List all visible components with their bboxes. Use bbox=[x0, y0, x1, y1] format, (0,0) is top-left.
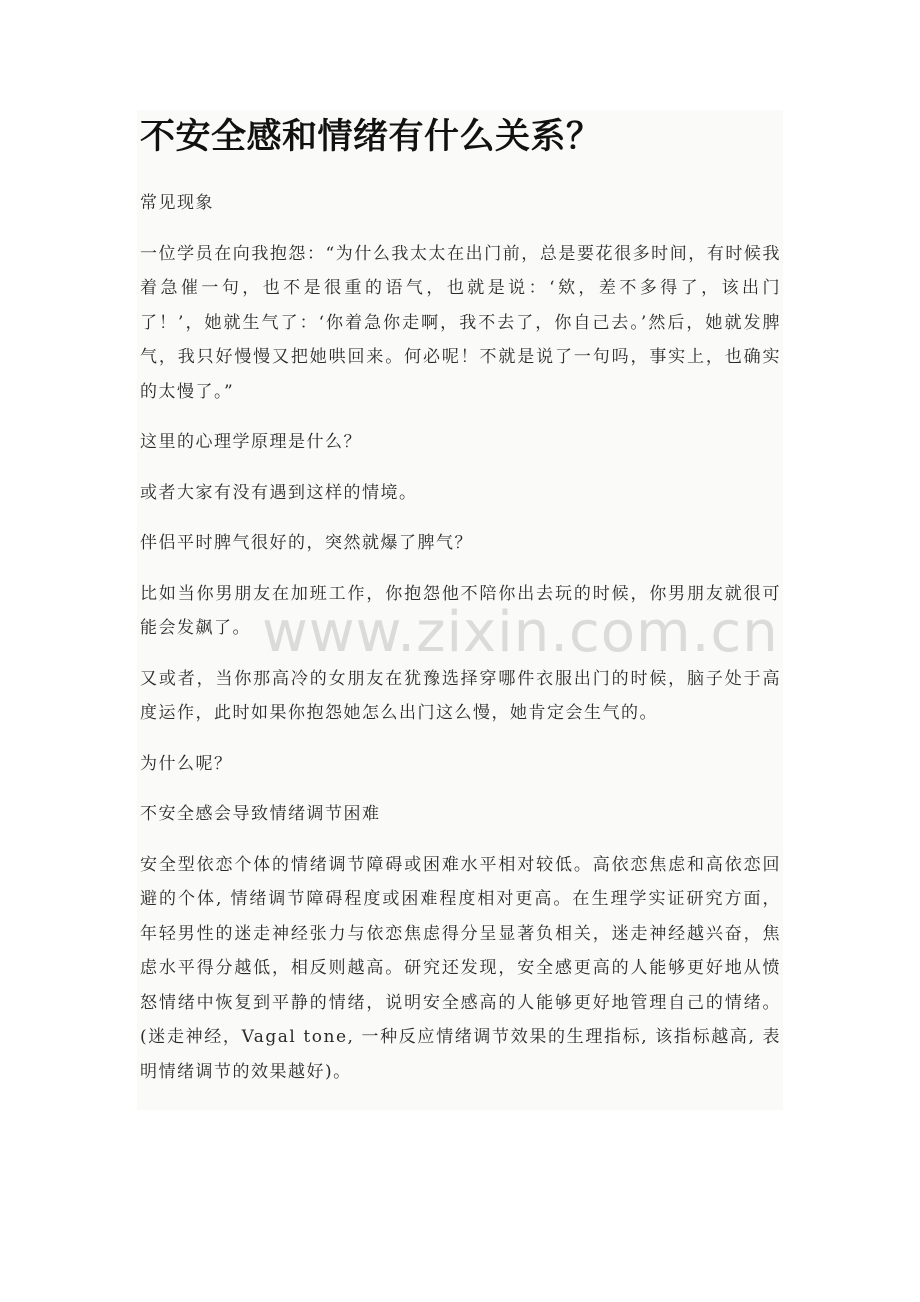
paragraph-scenario-intro: 或者大家有没有遇到这样的情境。 bbox=[140, 482, 418, 503]
paragraph-research-findings: 安全型依恋个体的情绪调节障碍或困难水平相对较低。高依恋焦虑和高依恋回避的个体, 情绪调节障碍程度或困难程度相对更高。在生理学实证研究方面，年轻男性的迷走神经张力与依恋焦虑得分呈显著负相关，迷走神经越兴奋，焦虑水平得分越低，相反则越高。研究还发现，安全感更高的人能够更好地从愤怒情绪中恢复到平静的情绪，说明安全感高的人能够更好地管理自己的情绪。(迷走神经，Vagal tone, 一种反应情绪调节效果的生理指标, 该指标越高, 表明情绪调节的效果越好)。 bbox=[140, 854, 781, 1082]
paragraph-student-complaint: 一位学员在向我抱怨：“为什么我太太在出门前，总是要花很多时间，有时候我着急催一句，也不是很重的语气，也就是说：‘欸，差不多得了，该出门了！’，她就生气了：‘你着急你走啊，我不去了，你自己去。’然后，她就发脾气，我只好慢慢又把她哄回来。何必呢！不就是说了一句吗，事实上，也确实的太慢了。” bbox=[140, 243, 781, 402]
section-heading-common-phenomena: 常见现象 bbox=[140, 193, 214, 213]
section-heading-insecurity-emotion: 不安全感会导致情绪调节困难 bbox=[140, 804, 381, 824]
paragraph-boyfriend-example: 比如当你男朋友在加班工作，你抱怨他不陪你出去玩的时候，你男朋友就很可能会发飙了。 bbox=[140, 583, 781, 638]
paragraph-partner-temper: 伴侣平时脾气很好的，突然就爆了脾气？ bbox=[140, 533, 473, 553]
watermark-text: www.zixin.com.cn bbox=[262, 600, 779, 665]
article-title: 不安全感和情绪有什么关系？ bbox=[140, 116, 602, 157]
paragraph-why: 为什么呢？ bbox=[140, 753, 233, 774]
paragraph-girlfriend-example: 又或者，当你那高冷的女朋友在犹豫选择穿哪件衣服出门的时候，脑子处于高度运作，此时如果你抱怨她怎么出门这么慢，她肯定会生气的。 bbox=[140, 668, 781, 723]
article-body bbox=[137, 110, 783, 1110]
paragraph-question-principle: 这里的心理学原理是什么？ bbox=[140, 432, 362, 452]
